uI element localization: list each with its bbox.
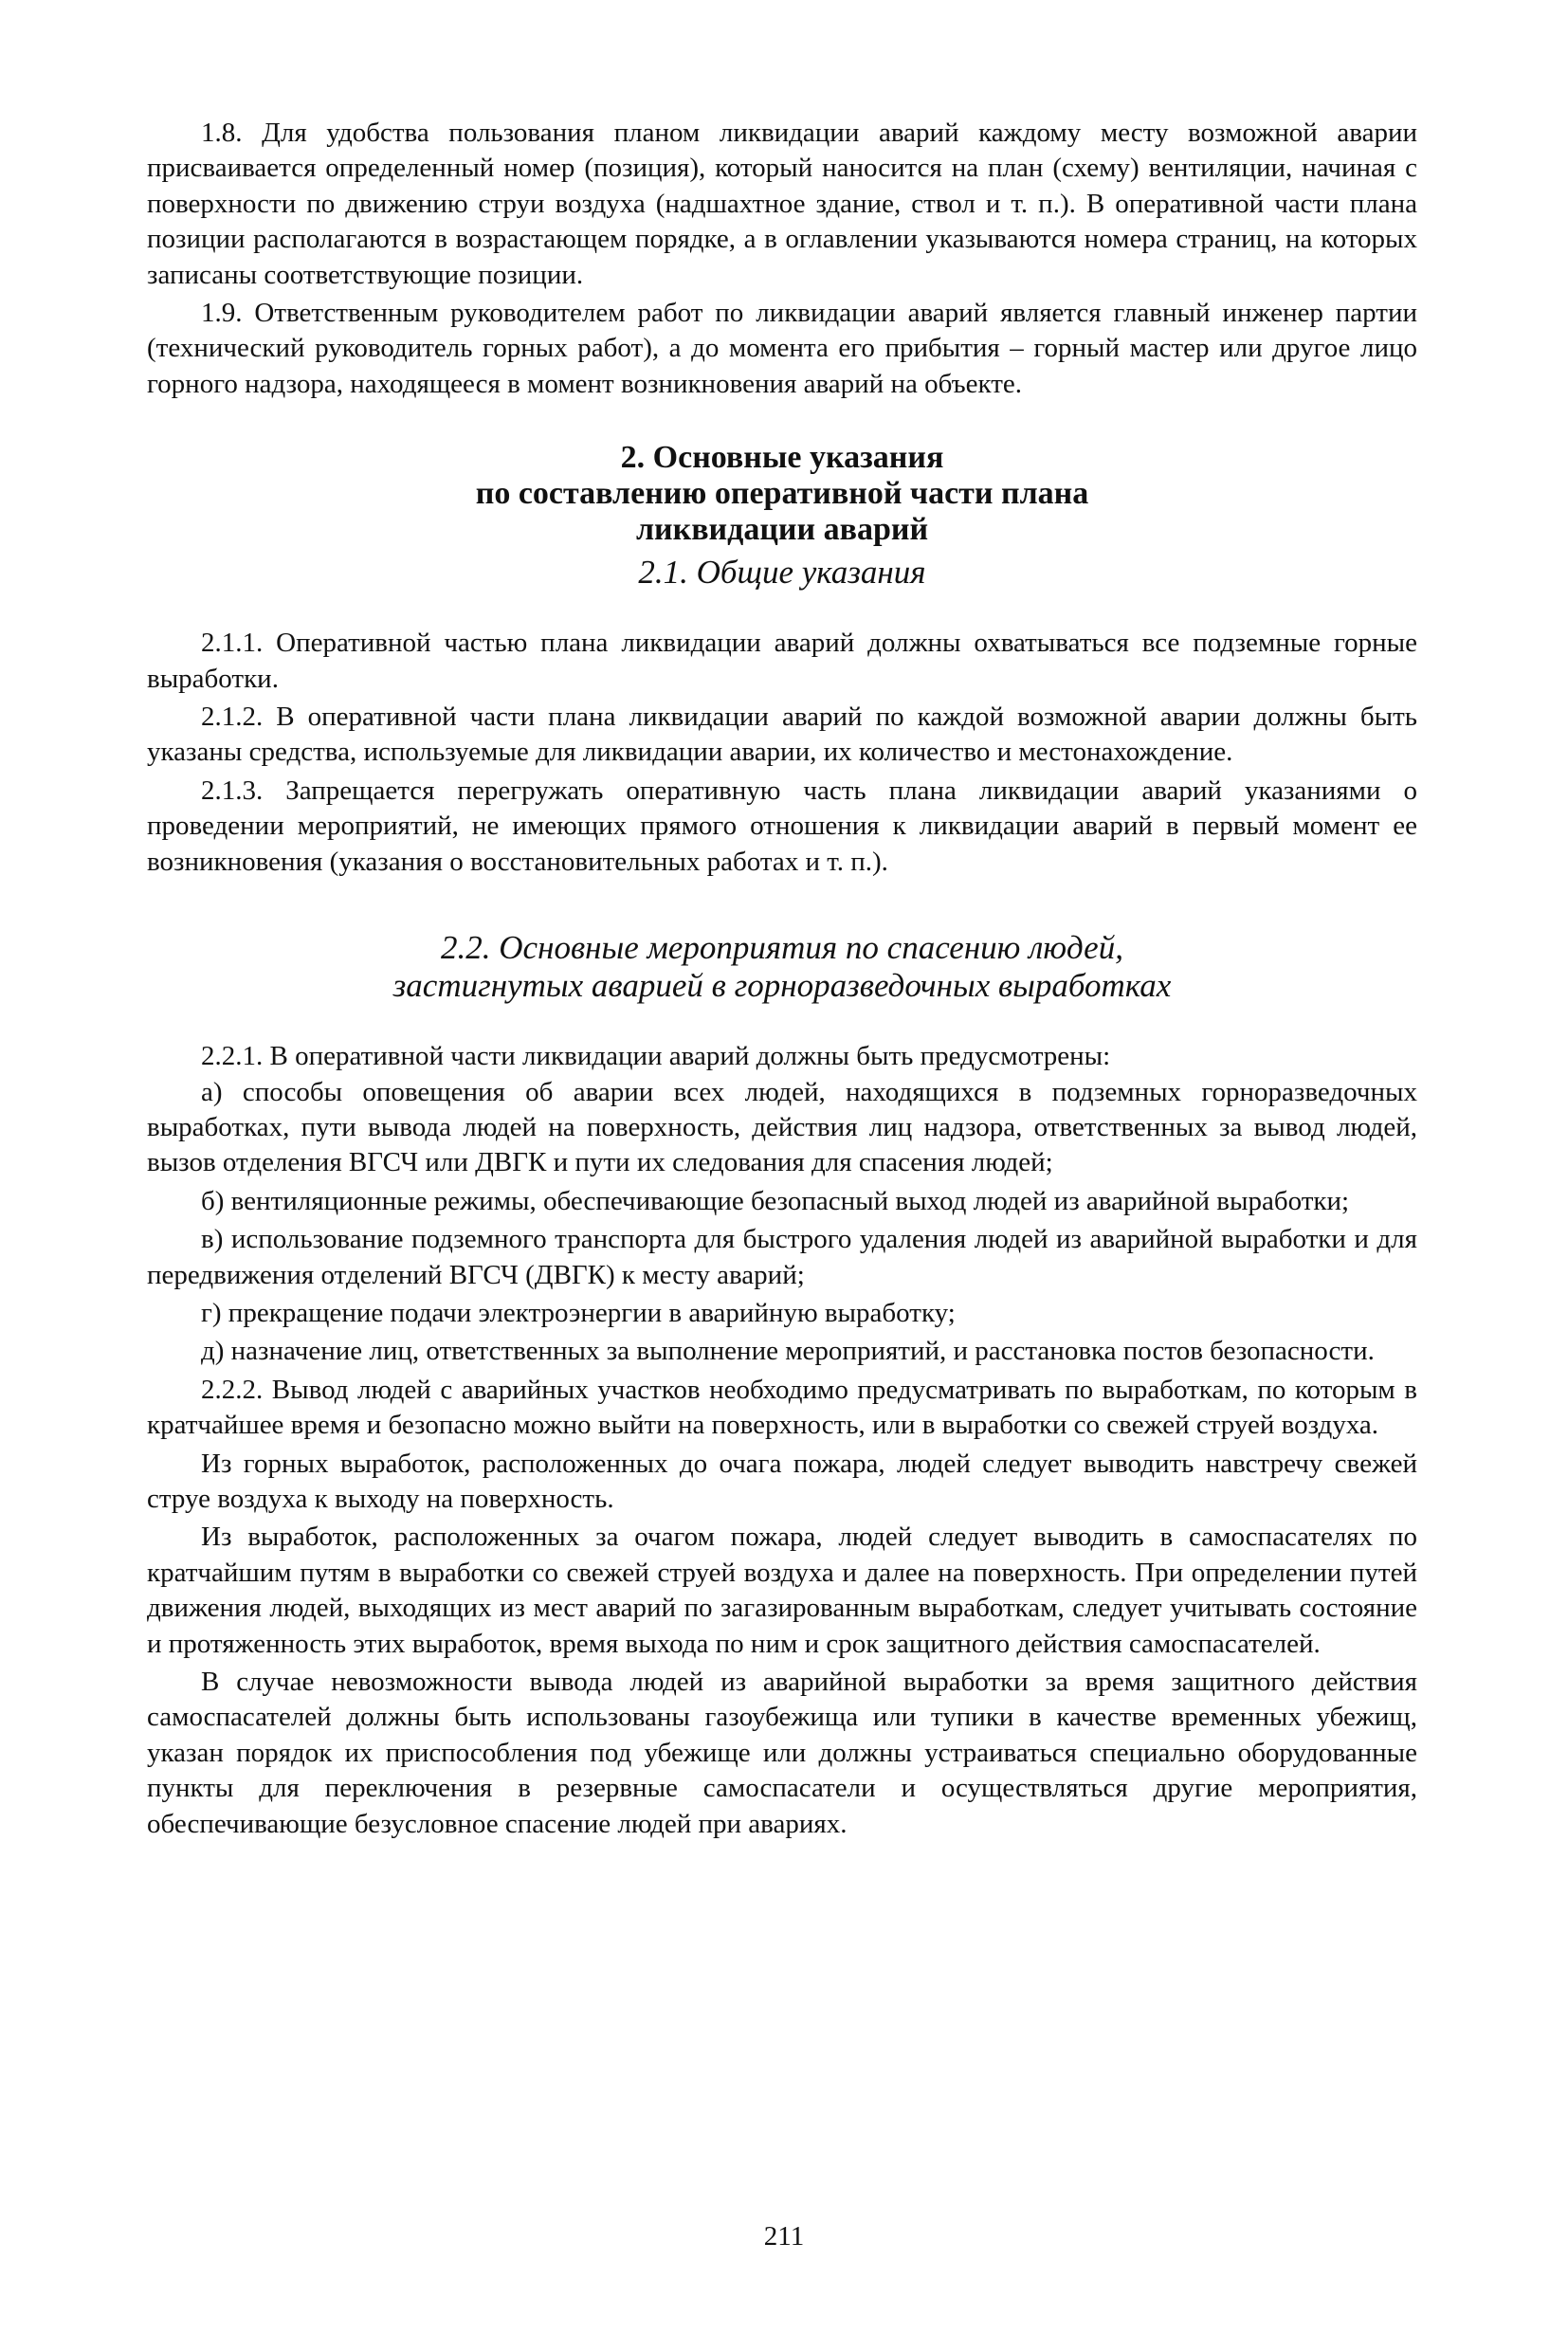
list-item-d: д) назначение лиц, ответственных за выполнение мероприятий, и расстановка постов безопасности.	[201, 1336, 1375, 1367]
section-2-title-line1: 2. Основные указания	[620, 440, 944, 476]
paragraph-2-2-2: 2.2.2. Вывод людей с аварийных участков необходимо предусматривать по выработкам, по которым в кратчайшее время и безопасно можно выйти на поверхность, или в выработки со свежей струей воздуха.	[147, 1374, 1417, 1441]
paragraph-impossible-evacuation: В случае невозможности вывода людей из аварийной выработки за время защитного действия самоспасателей должны быть использованы газоубежища или тупики в качестве временных убежищ, указан порядок их приспособления под убежище или должны устраиваться специально оборудованные пункты для переключения в резервные самоспасатели и осуществляться другие мероприятия, обеспечивающие безусловное спасение людей при авариях.	[147, 1667, 1417, 1839]
list-item-a: а) способы оповещения об аварии всех людей, находящихся в подземных горноразведочных выработках, пути вывода людей на поверхность, действия лиц надзора, ответственных за вывод людей, вызов отделения ВГСЧ или ДВГК и пути их следования для спасения людей;	[147, 1076, 1417, 1178]
subsection-2-2-title-line2: застигнутых аварией в горноразведочных выработках	[392, 967, 1172, 1005]
document-page	[147, 116, 1417, 1842]
paragraph-2-2-1: 2.2.1. В оперативной части ликвидации аварий должны быть предусмотрены:	[201, 1041, 1111, 1072]
section-2-title-line3: ликвидации аварий	[635, 512, 929, 548]
paragraph-1-8: 1.8. Для удобства пользования планом ликвидации аварий каждому месту возможной аварии присваивается определенный номер (позиция), который наносится на план (схему) вентиляции, начиная с поверхности по движению струи воздуха (надшахтное здание, ствол и т. п.). В оперативной части плана позиции располагаются в возрастающем порядке, а в оглавлении указываются номера страниц, на которых записаны соответствующие позиции.	[147, 118, 1417, 290]
list-item-g: г) прекращение подачи электроэнергии в аварийную выработку;	[201, 1297, 956, 1328]
list-item-b: б) вентиляционные режимы, обеспечивающие безопасный выход людей из аварийной выработки;	[201, 1185, 1350, 1216]
paragraph-2-1-3: 2.1.3. Запрещается перегружать оперативную часть плана ликвидации аварий указаниями о проведении мероприятий, не имеющих прямого отношения к ликвидации аварий в первый момент ее возникновения (указания о восстановительных работах и т. п.).	[147, 775, 1417, 877]
section-2-title-line2: по составлению оперативной части плана	[475, 476, 1089, 512]
subsection-2-1-title: 2.1. Общие указания	[638, 554, 926, 592]
paragraph-2-1-1: 2.1.1. Оперативной частью плана ликвидации аварий должны охватываться все подземные горные выработки.	[147, 628, 1417, 694]
page-number: 211	[763, 2221, 805, 2252]
list-item-v: в) использование подземного транспорта для быстрого удаления людей из аварийной выработки и для передвижения отделений ВГСЧ (ДВГК) к месту аварий;	[147, 1224, 1417, 1290]
paragraph-1-9: 1.9. Ответственным руководителем работ по ликвидации аварий является главный инженер партии (технический руководитель горных работ), а до момента его прибытия – горный мастер или другое лицо горного надзора, находящееся в момент возникновения аварий на объекте.	[147, 298, 1417, 399]
subsection-2-2-title-line1: 2.2. Основные мероприятия по спасению людей,	[441, 929, 1123, 967]
paragraph-fire-before: Из горных выработок, расположенных до очага пожара, людей следует выводить навстречу свежей струе воздуха к выходу на поверхность.	[147, 1448, 1417, 1514]
paragraph-2-1-2: 2.1.2. В оперативной части плана ликвидации аварий по каждой возможной аварии должны быть указаны средства, используемые для ликвидации аварии, их количество и местонахождение.	[147, 702, 1417, 768]
paragraph-fire-after: Из выработок, расположенных за очагом пожара, людей следует выводить в самоспасателях по кратчайшим путям в выработки со свежей струей воздуха и далее на поверхность. При определении путей движения людей, выходящих из мест аварий по загазированным выработкам, следует учитывать состояние и протяженность этих выработок, время выхода по ним и срок защитного действия самоспасателей.	[147, 1522, 1417, 1659]
